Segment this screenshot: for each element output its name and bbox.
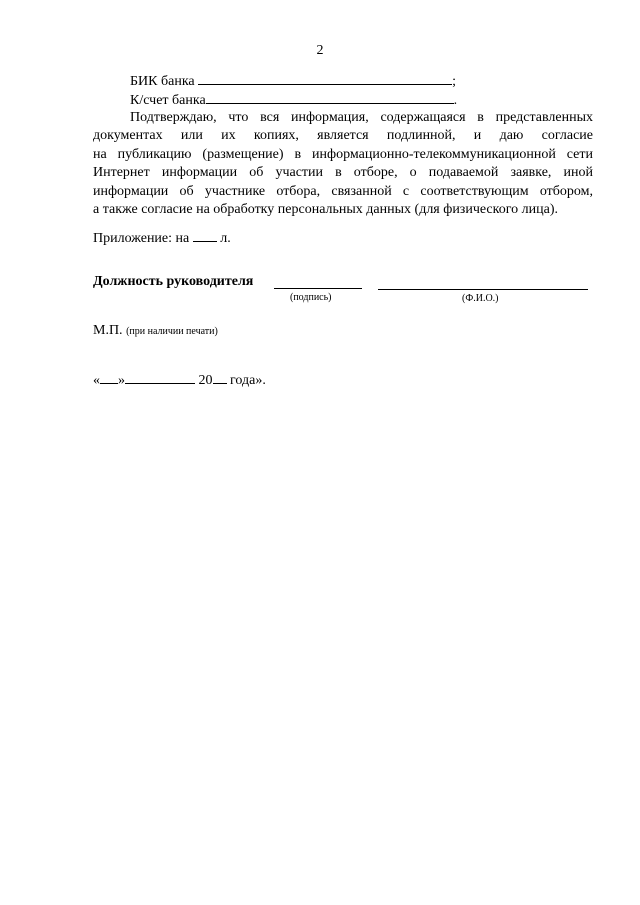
name-caption: (Ф.И.О.) <box>462 293 499 304</box>
account-label: К/счет банка <box>130 93 206 108</box>
position-label: Должность руководителя <box>93 274 254 289</box>
paragraph-line-5: информации об участнике отбора, связанной с соответствующим отбором, <box>93 183 593 199</box>
page-number: 2 <box>316 43 324 58</box>
paragraph-line-6: а также согласие на обработку персональных данных (для физического лица). <box>93 202 558 218</box>
year-field <box>213 371 227 384</box>
confirmation-paragraph <box>93 109 593 219</box>
account-end: . <box>453 93 458 108</box>
year-suffix: года». <box>230 373 266 388</box>
stamp-row <box>93 323 218 339</box>
attachment-suffix: л. <box>220 231 231 246</box>
date-open-quote: « <box>93 373 100 388</box>
name-field <box>378 277 588 290</box>
account-field <box>206 91 454 104</box>
attachment-prefix: Приложение: на <box>93 231 190 246</box>
bik-field <box>198 72 452 85</box>
year-prefix: 20 <box>198 373 213 388</box>
bik-label: БИК банка <box>130 74 195 89</box>
signature-caption: (подпись) <box>290 292 332 303</box>
month-field <box>125 371 195 384</box>
stamp-label: М.П. <box>93 323 123 338</box>
stamp-note: (при наличии печати) <box>126 326 218 337</box>
bik-end: ; <box>452 74 457 89</box>
date-row <box>93 371 266 389</box>
attachment-pages-field <box>193 229 217 242</box>
account-row <box>130 91 457 109</box>
attachment-row <box>93 229 231 247</box>
paragraph-line-4: Интернет информации об участии в отборе, о подаваемой заявке, иной <box>93 165 593 181</box>
day-field <box>100 371 118 384</box>
paragraph-line-2: документах или их копиях, является подлинной, и даю согласие <box>93 128 593 144</box>
paragraph-line-1: Подтверждаю, что вся информация, содержащаяся в представленных <box>130 110 593 125</box>
paragraph-line-3: на публикацию (размещение) в информационно-телекоммуникационной сети <box>93 146 593 162</box>
signature-field <box>274 276 362 289</box>
bik-row <box>130 72 456 90</box>
date-close-quote: » <box>118 373 125 388</box>
